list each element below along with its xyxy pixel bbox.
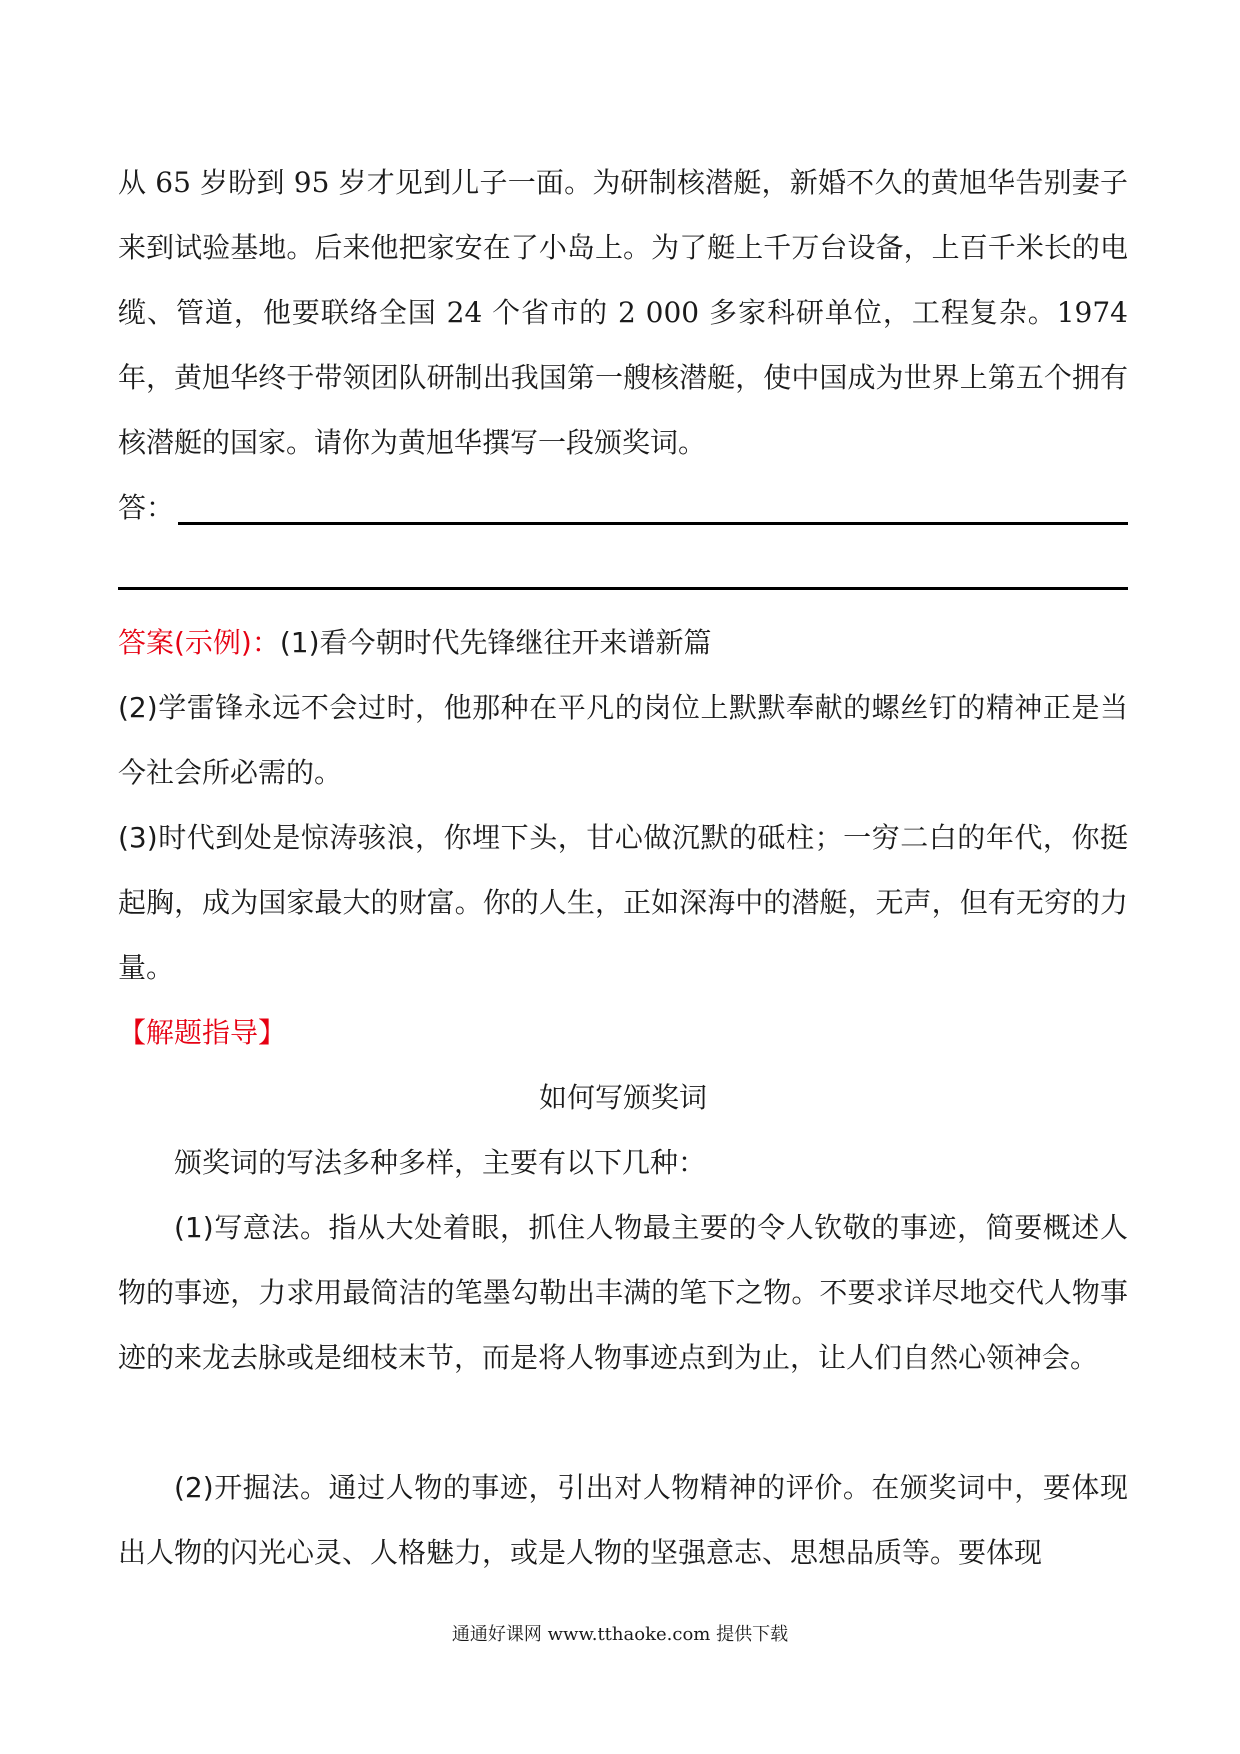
guide-method-2: (2)开掘法。通过人物的事迹，引出对人物精神的评价。在颁奖词中，要体现出人物的闪光心灵、人格魅力，或是人物的坚强意志、思想品质等。要体现 — [118, 1471, 1128, 1569]
guide-heading: 【解题指导】 — [118, 1016, 287, 1049]
guide-intro: 颁奖词的写法多种多样，主要有以下几种： — [174, 1146, 707, 1179]
answer-line-2 — [118, 587, 1128, 590]
sample-answer-item-3: (3)时代到处是惊涛骇浪，你埋下头，甘心做沉默的砥柱；一穷二白的年代，你挺起胸，成为国家最大的财富。你的人生，正如深海中的潜艇，无声，但有无穷的力量。 — [118, 821, 1128, 984]
guide-title: 如何写颁奖词 — [538, 1081, 707, 1114]
page-footer: 通通好课网 www.tthaoke.com 提供下载 — [451, 1624, 789, 1645]
sample-answer-item-2: (2)学雷锋永远不会过时，他那种在平凡的岗位上默默奉献的螺丝钉的精神正是当今社会所必需的。 — [118, 691, 1128, 789]
answer-line-1 — [178, 522, 1128, 525]
guide-method-1: (1)写意法。指从大处着眼，抓住人物最主要的令人钦敬的事迹，简要概述人物的事迹，力求用最简洁的笔墨勾勒出丰满的笔下之物。不要求详尽地交代人物事迹的来龙去脉或是细枝末节，而是将人物事迹点到为止，让人们自然心领神会。 — [118, 1211, 1128, 1374]
sample-answer-label: 答案(示例)： — [118, 626, 280, 659]
answer-label: 答： — [118, 491, 175, 524]
question-paragraph: 从 65 岁盼到 95 岁才见到儿子一面。为研制核潜艇，新婚不久的黄旭华告别妻子来到试验基地。后来他把家安在了小岛上。为了艇上千万台设备，上百千米长的电缆、管道，他要联络全国 24 个省市的 2 000 多家科研单位，工程复杂。1974 年，黄旭华终于带领团队研制出我国第一艘核潜艇，使中国成为世界上第五个拥有核潜艇的国家。请你为黄旭华撰写一段颁奖词。 — [118, 166, 1128, 459]
sample-answer-1 — [118, 610, 1128, 675]
answer-prompt — [118, 475, 1128, 540]
sample-answer-item-1: (1)看今朝时代先锋继往开来谱新篇 — [279, 626, 712, 659]
